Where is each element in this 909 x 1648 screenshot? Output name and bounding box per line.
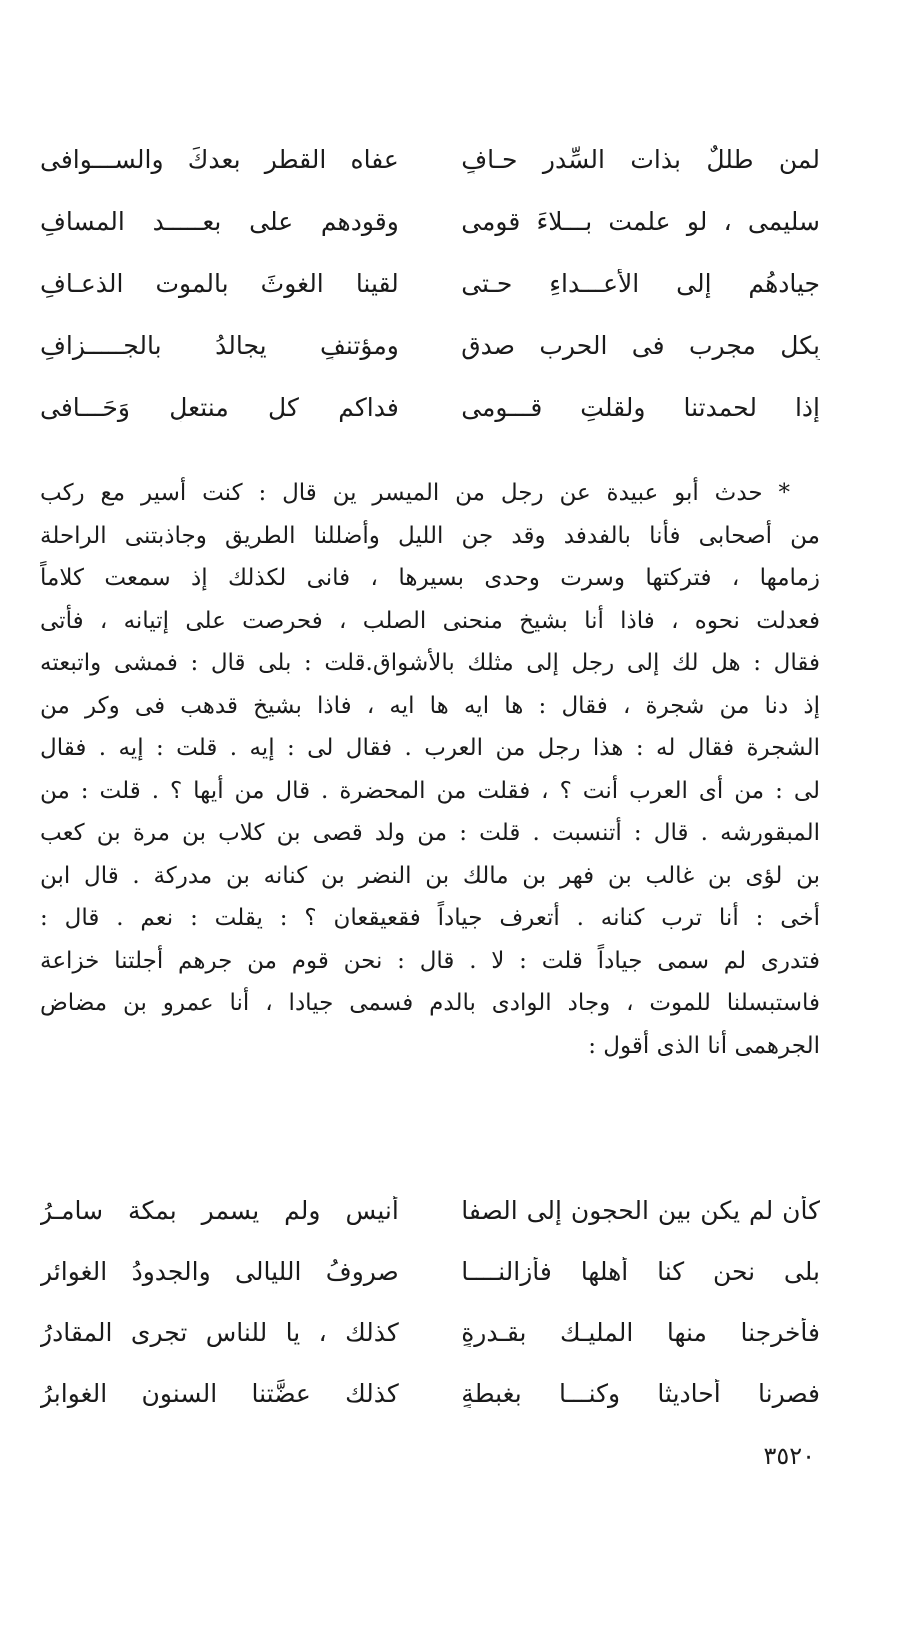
prose-line: زمامها ، فتركتها وسرت وحدى بسيرها ، فانى لكذلك إذ سمعت كلاماً: [40, 565, 820, 591]
verse: [40, 1302, 820, 1363]
verse-second-hemistich: صروفُ الليالى والجدودُ الغوائر: [40, 1257, 399, 1286]
prose-line: فتدرى لم سمى جياداً قلت : لا . قال : نحن قوم من جرهم أجلتنا خزاعة: [40, 947, 820, 974]
prose-line: المبقورشه . قال : أتنسبت . قلت : من ولد قصى بن كلاب بن مرة بن كعب: [40, 820, 820, 846]
verse-first-hemistich: بلى نحن كنا أهلها فأزالنــــا: [461, 1257, 820, 1286]
prose-line: الشجرة فقال له : هذا رجل من العرب . فقال لى : إيه . قلت : إيه . فقال: [40, 735, 820, 761]
poem-top: [40, 128, 820, 438]
verse: [40, 128, 820, 190]
verse-second-hemistich: فداكم كل منتعلٍ وَحَـــافى: [40, 392, 399, 422]
verse-second-hemistich: عفاه القطر بعدكَ والســـوافى: [40, 144, 399, 174]
verse: [40, 190, 820, 252]
verse: [40, 1241, 820, 1302]
verse: [40, 376, 820, 438]
page-number: ٣٥٢٠: [763, 1442, 815, 1470]
prose-line: الجرهمى أنا الذى أقول :: [588, 1032, 820, 1059]
prose-line: فقال : هل لك إلى رجل إلى مثلك بالأشواق.قلت : بلى قال : فمشى واتبعته: [40, 650, 820, 676]
prose-line: بن لؤى بن غالب بن فهر بن مالك بن النضر بن كنانه بن مدركة . قال ابن: [40, 862, 820, 889]
verse: [40, 1180, 820, 1241]
prose-line: لى : من أى العرب أنت ؟ ، فقلت من المحضرة . قال من أيها ؟ . قلت : من: [40, 777, 820, 804]
verse-first-hemistich: جيادهُم إلى الأَعـــداءِ حـتى: [461, 268, 820, 298]
prose-line: من أصحابى فأنا بالفدفد وقد جن الليل وأضللنا الطريق وجاذبتنى الراحلة: [40, 522, 820, 549]
verse-first-hemistich: سليمى ، لو علمت بـــلاءَ قومى: [461, 206, 820, 236]
verse-second-hemistich: أنيس ولم يسمر بمكة سامـرُ: [40, 1196, 399, 1225]
verse-first-hemistich: فصرنا أحاديثا وكنـــا بغبطةٍ: [461, 1379, 820, 1408]
verse-first-hemistich: كأن لم يكن بين الحجون إلى الصفا: [461, 1196, 820, 1225]
prose-line: إذ دنا من شجرة ، فقال : ها ايه ها ايه ، فاذا بشيخ قدهب فى وكر من: [40, 692, 820, 719]
verse-second-hemistich: كذلك عضَّتنا السنون الغوابرُ: [40, 1379, 399, 1408]
prose-line: فعدلت نحوه ، فاذا أنا بشيخ منحنى الصلب ، فحرصت على إتيانه ، فأتى: [40, 607, 820, 634]
verse-first-hemistich: لمن طللٌ بذات السِّدرِ حـافٍ: [461, 144, 820, 174]
verse-second-hemistich: كذلك ، يا للناسِ تجرى المقادرُ: [40, 1318, 399, 1347]
verse-first-hemistich: فأخرجنا منها المليـك بقـدرةٍ: [461, 1318, 820, 1347]
verse: [40, 252, 820, 314]
prose-line: أخى : أنا ترب كنانه . أتعرف جياداً فقعيقعان ؟ : يقلت : نعم . قال :: [40, 905, 820, 931]
verse-first-hemistich: إذا لحمدتنا ولقلتِ قـــومى: [461, 392, 820, 422]
verse: [40, 314, 820, 376]
prose-line: * حدث أبو عبيدة عن رجل من الميسر ين قال : كنت أسير مع ركب: [40, 480, 790, 506]
verse-second-hemistich: لقينا الغوثَ بالموت الذعـافِ: [40, 268, 399, 298]
prose-line: فاستبسلنا للموت ، وجاد الوادى بالدم فسمى جيادا ، أنا عمرو بن مضاض: [40, 990, 820, 1016]
verse-second-hemistich: ومؤتنفٍ يجالدُ بالجـــــزافِ: [40, 330, 399, 360]
prose-paragraph: [40, 472, 820, 1067]
verse-second-hemistich: وقودهم على بعـــــد المسافِ: [40, 206, 399, 236]
poem-bottom: [40, 1180, 820, 1424]
verse-first-hemistich: بِكل مجرب فى الحرب صدقٍ: [461, 330, 820, 360]
verse: [40, 1363, 820, 1424]
